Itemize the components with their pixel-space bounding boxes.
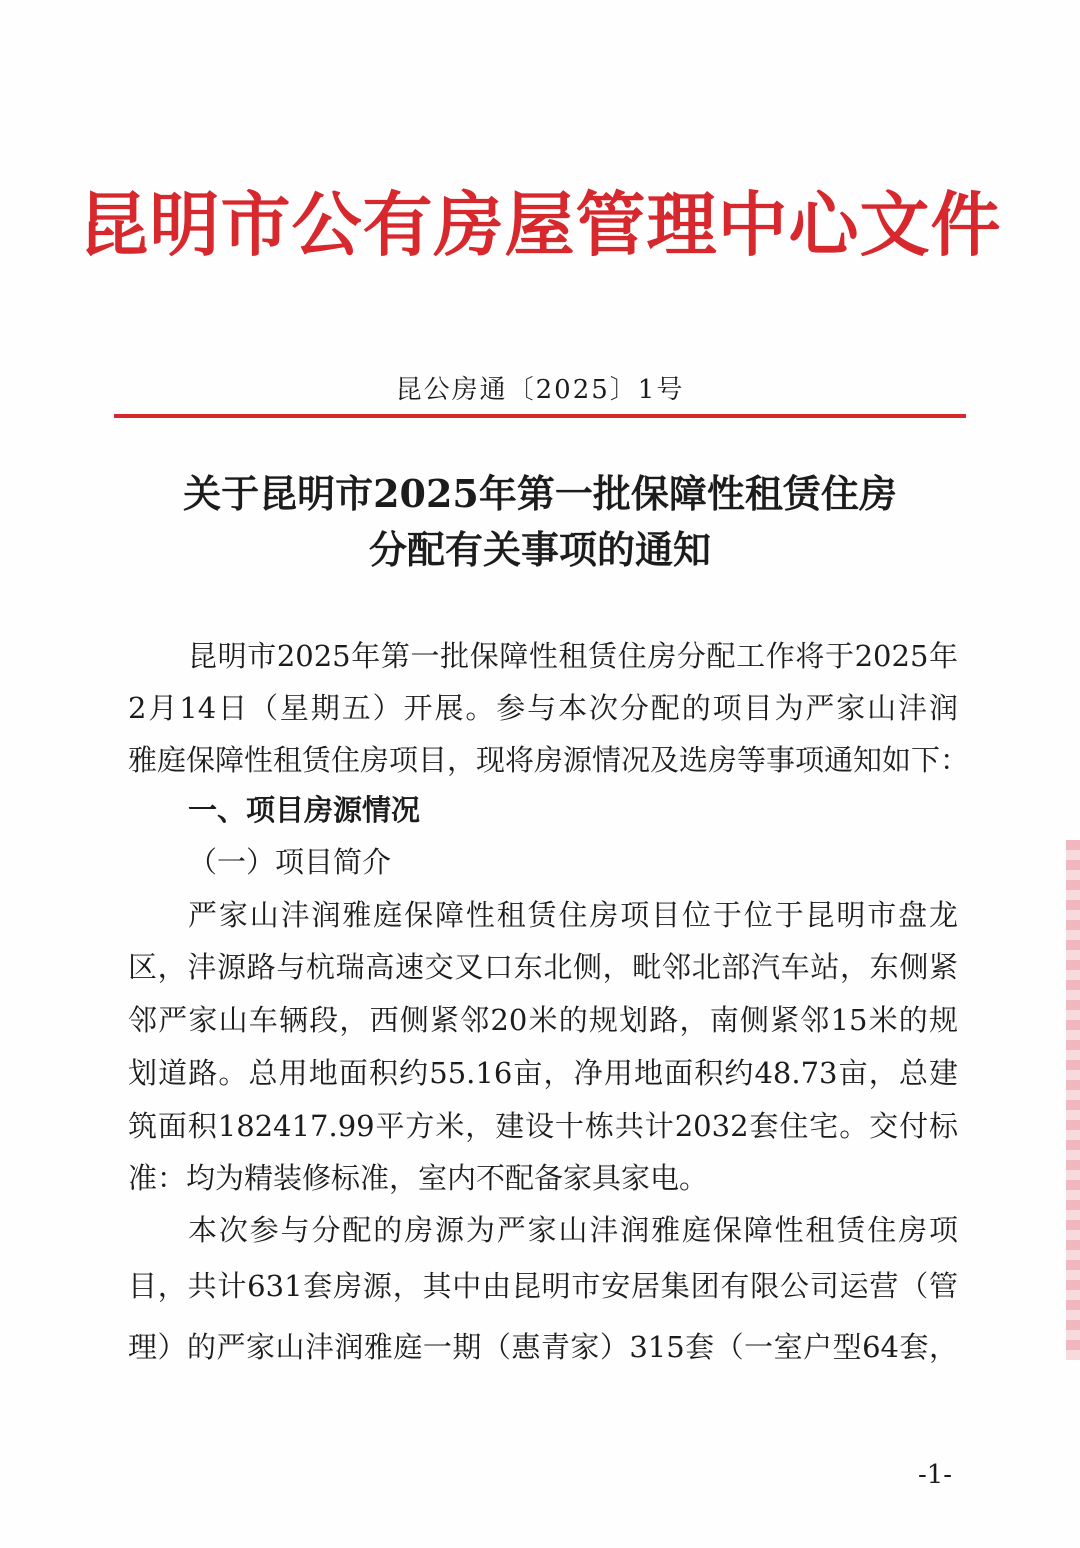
subsection-heading: （一）项目简介 <box>188 845 392 879</box>
housing-source-line: 理）的严家山沣润雅庭一期（惠青家）315套（一室户型64套， <box>128 1330 958 1364</box>
housing-source-line: 本次参与分配的房源为严家山沣润雅庭保障性租赁住房项 <box>188 1213 958 1247</box>
document-number: 昆公房通〔2025〕1号 <box>395 375 685 405</box>
project-intro-line: 邻严家山车辆段，西侧紧邻20米的规划路，南侧紧邻15米的规 <box>128 1003 958 1037</box>
project-intro-line: 区，沣源路与杭瑞高速交叉口东北侧，毗邻北部汽车站，东侧紧 <box>128 950 958 984</box>
project-intro-line: 筑面积182417.99平方米，建设十栋共计2032套住宅。交付标 <box>128 1109 958 1143</box>
seal-edge-mark <box>1066 840 1080 1360</box>
intro-line: 昆明市2025年第一批保障性租赁住房分配工作将于2025年 <box>188 639 958 673</box>
notice-title-line2: 分配有关事项的通知 <box>368 527 711 572</box>
notice-title <box>0 466 1080 578</box>
notice-title-line1: 关于昆明市2025年第一批保障性租赁住房 <box>183 471 897 516</box>
intro-line: 2月14日（星期五）开展。参与本次分配的项目为严家山沣润 <box>128 691 958 725</box>
project-intro-line: 严家山沣润雅庭保障性租赁住房项目位于位于昆明市盘龙 <box>188 898 958 932</box>
project-intro-line: 划道路。总用地面积约55.16亩，净用地面积约48.73亩，总建 <box>128 1056 958 1090</box>
red-divider <box>114 414 966 418</box>
project-intro-line: 准：均为精装修标准，室内不配备家具家电。 <box>128 1161 709 1195</box>
section-heading: 一、项目房源情况 <box>188 793 421 827</box>
page-number: -1- <box>917 1460 953 1490</box>
intro-line: 雅庭保障性租赁住房项目，现将房源情况及选房等事项通知如下： <box>128 743 970 777</box>
housing-source-line: 目，共计631套房源，其中由昆明市安居集团有限公司运营（管 <box>128 1269 958 1303</box>
issuer-title: 昆明市公有房屋管理中心文件 <box>78 183 1002 266</box>
